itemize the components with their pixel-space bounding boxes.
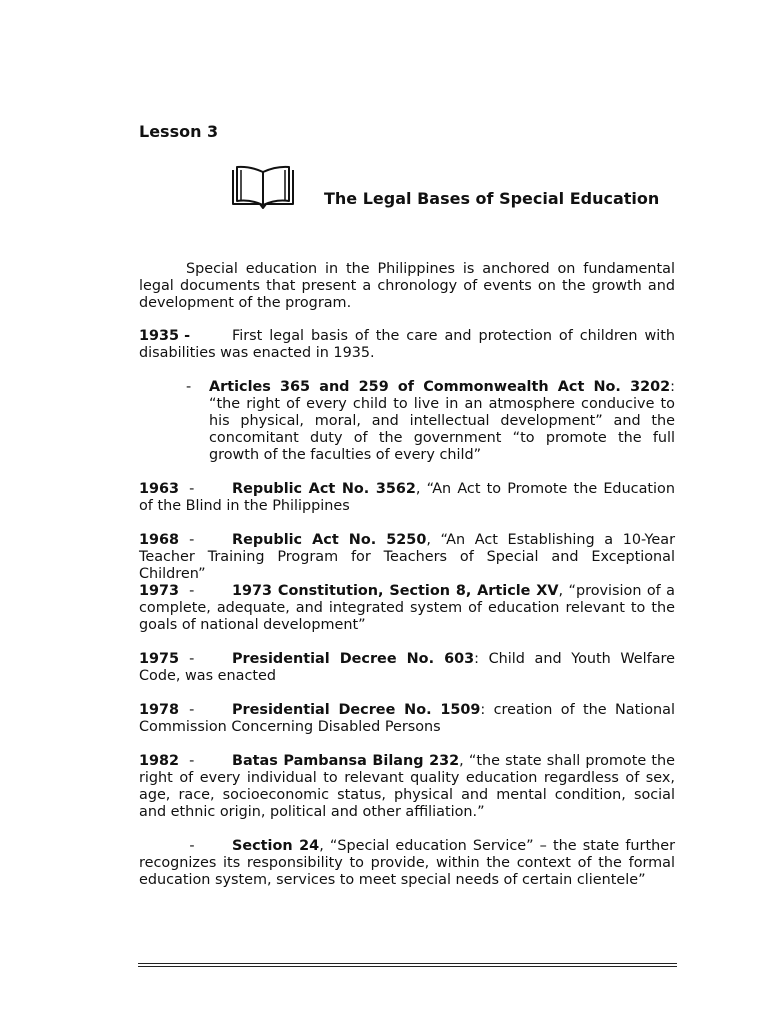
entry-1978: [139, 702, 675, 736]
entry-bold: Presidential Decree No. 1509: [232, 702, 481, 718]
sub-item-bold: Articles 365 and 259 of Commonwealth Act No. 3202: [209, 379, 671, 395]
entry-year: 1975 -: [139, 651, 195, 667]
entry-text: , “An Act Establishing a 10-Year Teacher Training Program for Teachers of Special and Exceptional Children”: [139, 532, 675, 582]
entry-bold: Republic Act No. 5250: [232, 532, 427, 548]
document-title: The Legal Bases of Special Education: [324, 189, 660, 208]
sub-item-section-24: [139, 838, 675, 889]
sub-item-text: : “the right of every child to live in an atmosphere conducive to his physical, moral, and intellectual development” and the concomitant duty of the government “to promote the full growth of the faculties of every child”: [209, 379, 675, 463]
entry-year: 1973 -: [139, 583, 195, 599]
footer-rule-thin: [138, 966, 677, 967]
entry-1982: [139, 753, 675, 821]
entry-text: , “An Act to Promote the Education of the Blind in the Philippines: [139, 481, 675, 514]
entry-1963: [139, 481, 675, 515]
entry-year: 1978 -: [139, 702, 195, 718]
entry-1973: [139, 583, 675, 634]
entry-year: 1963 -: [139, 481, 195, 497]
sub-item-commonwealth-act: [186, 379, 675, 464]
entry-bold: Batas Pambansa Bilang 232: [232, 753, 460, 769]
entry-year: 1968 -: [139, 532, 195, 548]
sub-item-bold: Section 24: [232, 838, 320, 854]
entry-text: : creation of the National Commission Concerning Disabled Persons: [139, 702, 675, 735]
entry-bold: 1973 Constitution, Section 8, Article XV: [232, 583, 559, 599]
open-book-icon: [230, 164, 296, 212]
entry-1975: [139, 651, 675, 685]
entry-bold: Presidential Decree No. 603: [232, 651, 475, 667]
entry-text: First legal basis of the care and protection of children with disabilities was enacted in 1935.: [139, 328, 675, 361]
entry-year: 1935 -: [139, 328, 191, 344]
entry-year: 1982 -: [139, 753, 195, 769]
lesson-heading: Lesson 3: [139, 122, 219, 141]
entry-1968: [139, 532, 675, 583]
entry-text: , “the state shall promote the right of every individual to relevant quality education regardless of sex, age, race, socioeconomic status, physical and mental condition, social and ethnic origin, political and other affiliation.”: [139, 753, 675, 820]
list-dash: -: [186, 379, 192, 395]
entry-1935: [139, 328, 675, 362]
sub-item-text: , “Special education Service” – the state further recognizes its responsibility to provide, within the context of the formal education system, services to meet special needs of certain clientele”: [139, 838, 675, 888]
entry-bold: Republic Act No. 3562: [232, 481, 416, 497]
intro-paragraph: Special education in the Philippines is anchored on fundamental legal documents that present a chronology of events on the growth and development of the program.: [139, 261, 675, 311]
footer-rule: [138, 963, 677, 964]
list-dash: -: [189, 838, 195, 854]
entry-text: , “provision of a complete, adequate, and integrated system of education relevant to the goals of national development”: [139, 583, 675, 633]
entry-text: : Child and Youth Welfare Code, was enacted: [139, 651, 675, 684]
